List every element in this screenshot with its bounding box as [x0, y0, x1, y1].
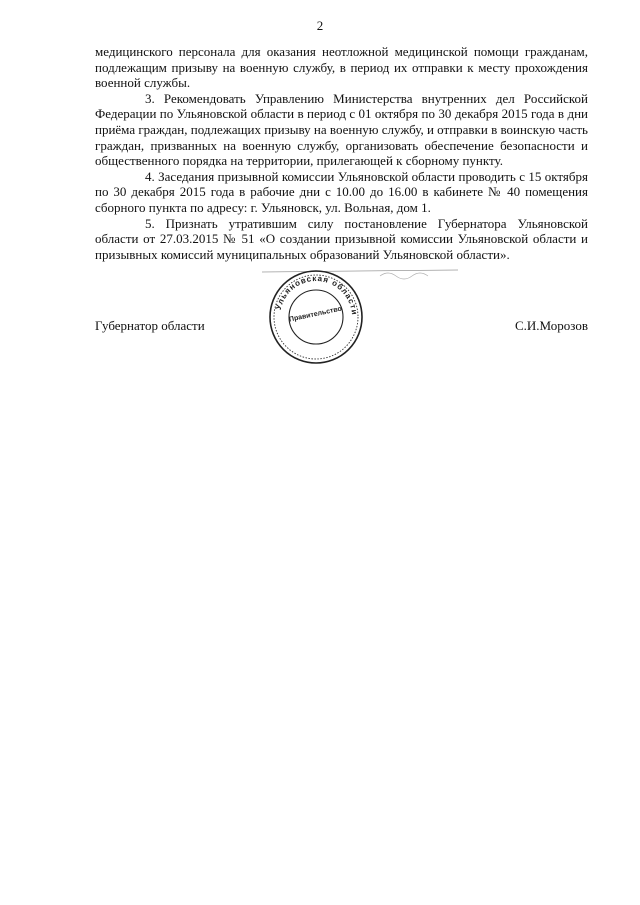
- paragraph-continuation: медицинского персонала для оказания неотложной медицинской помощи гражданам, подлежащим призыву на военную службу, в период их отправки к месту прохождения военной службы.: [95, 44, 588, 91]
- signatory-position: Губернатор области: [95, 318, 205, 333]
- document-body: [95, 44, 588, 262]
- page-number: 2: [316, 18, 324, 33]
- seal-ring-text: Ульяновская области: [273, 273, 360, 317]
- signatory-name: С.И.Морозов: [515, 318, 588, 333]
- seal-center-text: Правительство: [288, 305, 343, 324]
- paragraph-4: 4. Заседания призывной комиссии Ульяновской области проводить с 15 октября по 30 декабря 2015 года в рабочие дни с 10.00 до 16.00 в кабинете № 40 помещения сборного пункта по адресу: г. Ульяновск, ул. Вольная, дом 1.: [95, 168, 588, 215]
- signature-block: [95, 316, 588, 336]
- svg-text:Ульяновская области: [274, 274, 359, 316]
- paragraph-5: 5. Признать утратившим силу постановление Губернатора Ульяновской области от 27.03.2015 № 51 «О создании призывной комиссии Ульяновской области и призывных комиссий муниципальных образований Ульяновской области».: [95, 215, 588, 262]
- paragraph-3: 3. Рекомендовать Управлению Министерства внутренних дел Российской Федерации по Ульяновской области в период с 01 октября по 30 декабря 2015 года в дни приёма граждан, подлежащих призыву на военную службу, и отправки в воинскую часть граждан, призванных на военную службу, организовать обеспечение безопасности и общественного порядка на территории, прилегающей к сборному пункту.: [95, 90, 588, 169]
